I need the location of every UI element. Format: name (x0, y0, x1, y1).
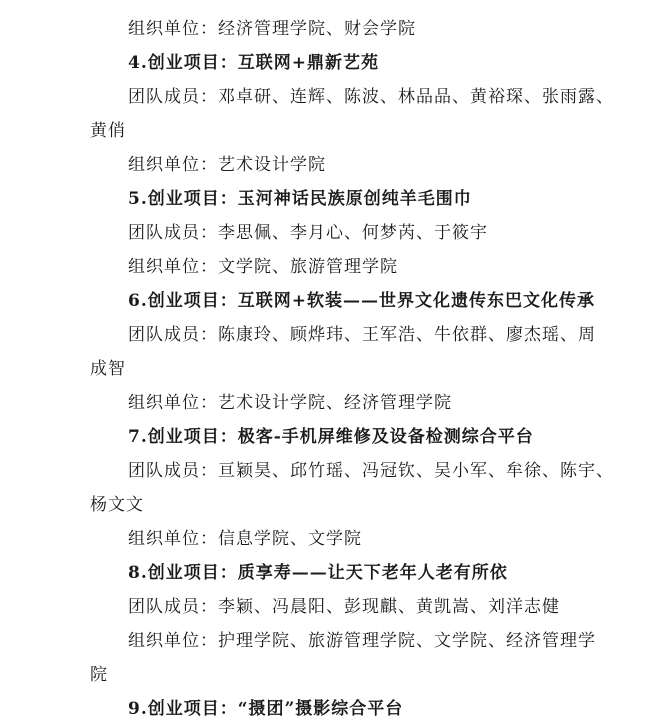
project-8-members: 团队成员：李颖、冯晨阳、彭现麒、黄凯嵩、刘洋志健 (128, 597, 560, 617)
project-4-members-cont: 黄俏 (90, 121, 126, 141)
project-8-org-cont: 院 (90, 665, 108, 685)
project-4-members: 团队成员：邓卓研、连辉、陈波、林品品、黄裕琛、张雨露、 (128, 87, 614, 107)
project-7-members: 团队成员：亘颖昊、邱竹瑶、冯冠钦、吴小军、牟徐、陈宇、 (128, 461, 614, 481)
project-5-members: 团队成员：李思佩、李月心、何梦芮、于筱宇 (128, 223, 488, 243)
project-6-members: 团队成员：陈康玲、顾烨玮、王军浩、牛依群、廖杰瑶、周 (128, 325, 596, 345)
project-9-title: 9.创业项目：“摄团”摄影综合平台 (128, 699, 404, 719)
project-4-title: 4.创业项目：互联网+鼎新艺苑 (128, 53, 379, 73)
project-5-title: 5.创业项目：玉河神话民族原创纯羊毛围巾 (128, 189, 472, 209)
project-5-org: 组织单位：文学院、旅游管理学院 (128, 257, 398, 277)
project-6-members-cont: 成智 (90, 359, 126, 379)
project-6-org: 组织单位：艺术设计学院、经济管理学院 (128, 393, 452, 413)
project-7-title: 7.创业项目：极客-手机屏维修及设备检测综合平台 (128, 427, 534, 447)
org-unit-line: 组织单位：经济管理学院、财会学院 (128, 19, 416, 39)
project-7-org: 组织单位：信息学院、文学院 (128, 529, 362, 549)
project-6-title: 6.创业项目：互联网+软装——世界文化遗传东巴文化传承 (128, 291, 595, 311)
project-8-org: 组织单位：护理学院、旅游管理学院、文学院、经济管理学 (128, 631, 596, 651)
project-7-members-cont: 杨文文 (90, 495, 144, 515)
project-4-org: 组织单位：艺术设计学院 (128, 155, 326, 175)
project-8-title: 8.创业项目：质享寿——让天下老年人老有所依 (128, 563, 508, 583)
